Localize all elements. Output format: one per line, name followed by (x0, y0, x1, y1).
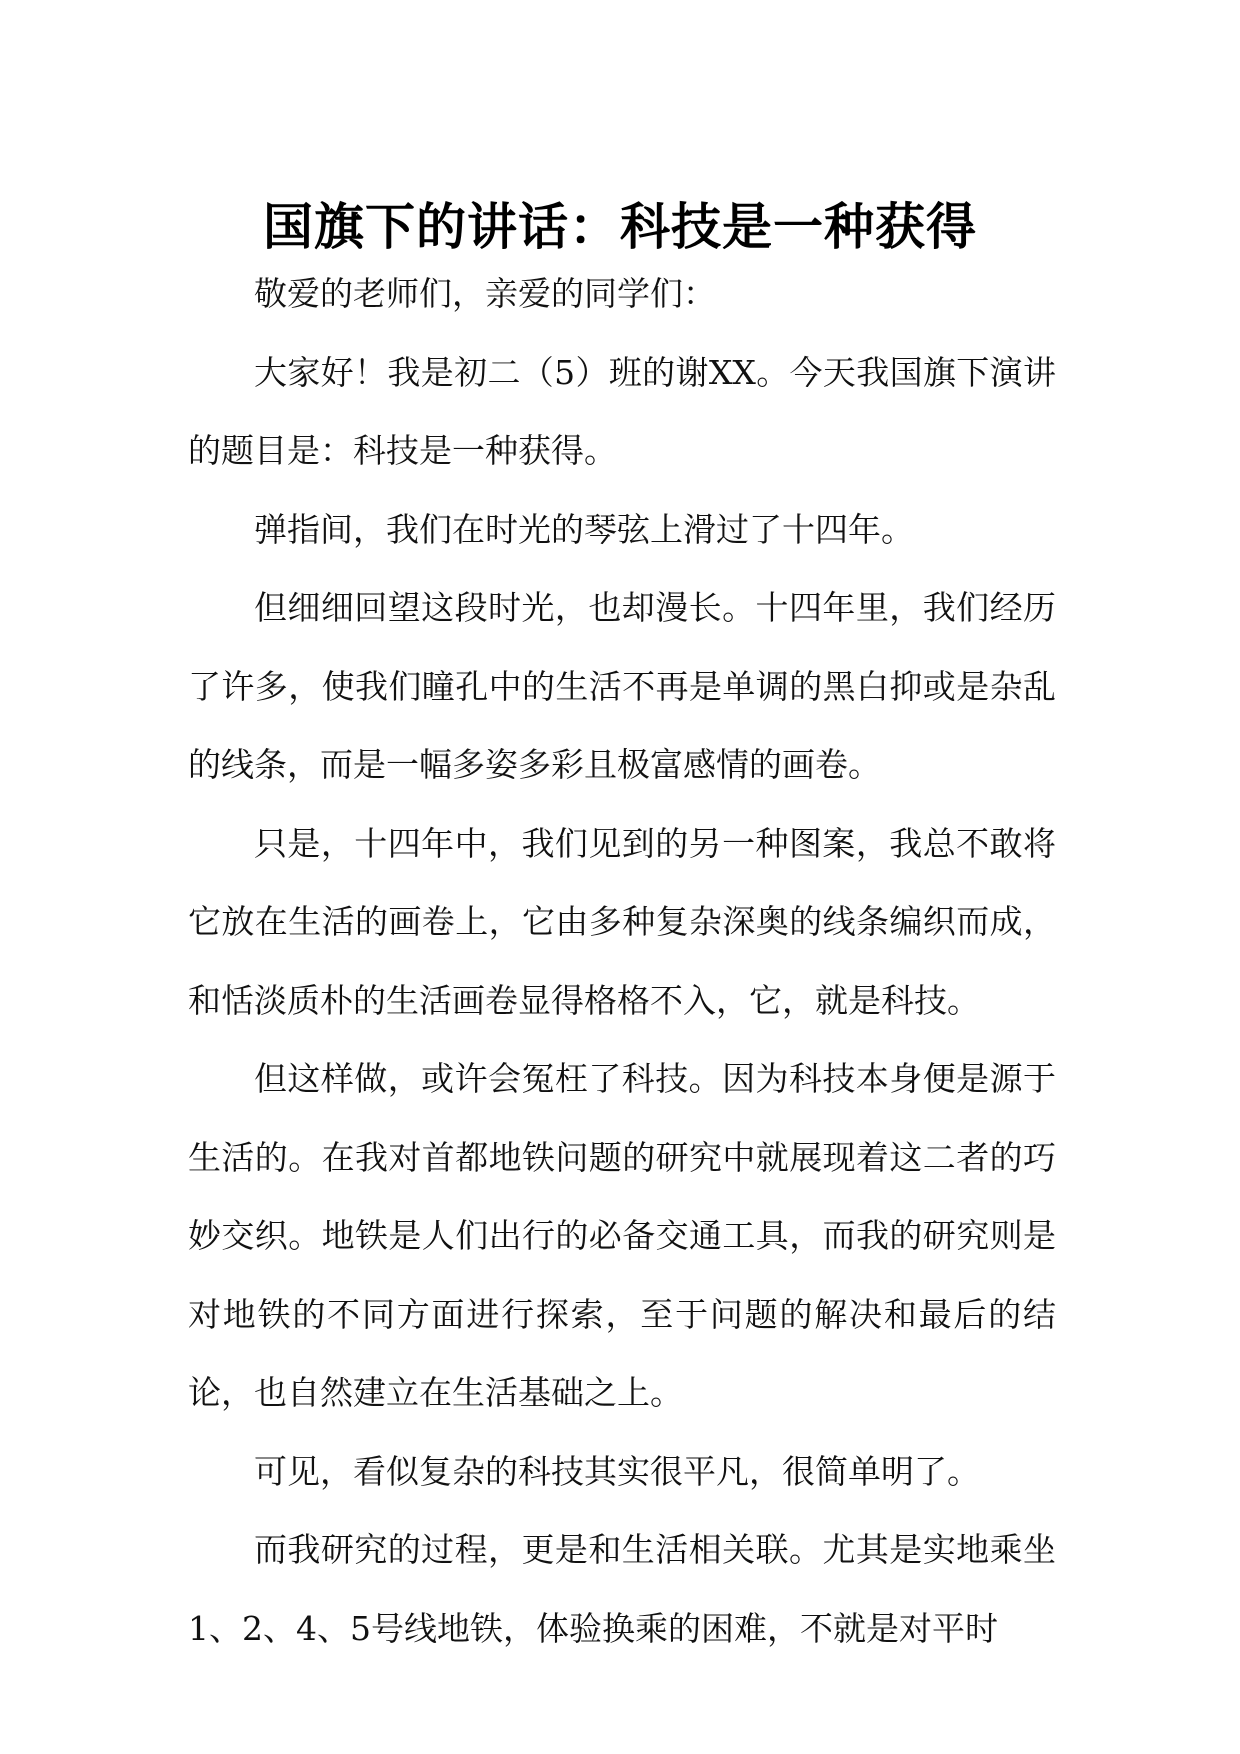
paragraph-greeting: 敬爱的老师们，亲爱的同学们： (254, 274, 716, 313)
document-body (188, 255, 1056, 1668)
paragraph: 但细细回望这段时光，也却漫长。十四年里，我们经历了许多，使我们瞳孔中的生活不再是单调的黑白抑或是杂乱的线条，而是一幅多姿多彩且极富感情的画卷。 (188, 588, 1056, 784)
document-title: 国旗下的讲话：科技是一种获得 (263, 197, 977, 256)
paragraph: 弹指间，我们在时光的琴弦上滑过了十四年。 (254, 509, 914, 549)
paragraph: 只是，十四年中，我们见到的另一种图案，我总不敢将它放在生活的画卷上，它由多种复杂深奥的线条编织而成，和恬淡质朴的生活画卷显得格格不入，它，就是科技。 (188, 823, 1056, 1020)
paragraph: 但这样做，或许会冤枉了科技。因为科技本身便是源于生活的。在我对首都地铁问题的研究中就展现着这二者的巧妙交织。地铁是人们出行的必备交通工具，而我的研究则是对地铁的不同方面进行探索，至于问题的解决和最后的结论，也自然建立在生活基础之上。 (188, 1059, 1056, 1412)
paragraph: 大家好！我是初二（5）班的谢XX。今天我国旗下演讲的题目是：科技是一种获得。 (188, 352, 1056, 470)
paragraph: 可见，看似复杂的科技其实很平凡，很简单明了。 (254, 1451, 980, 1491)
paragraph: 而我研究的过程，更是和生活相关联。尤其是实地乘坐1、2、4、5号线地铁，体验换乘的困难，不就是对平时 (188, 1530, 1056, 1648)
